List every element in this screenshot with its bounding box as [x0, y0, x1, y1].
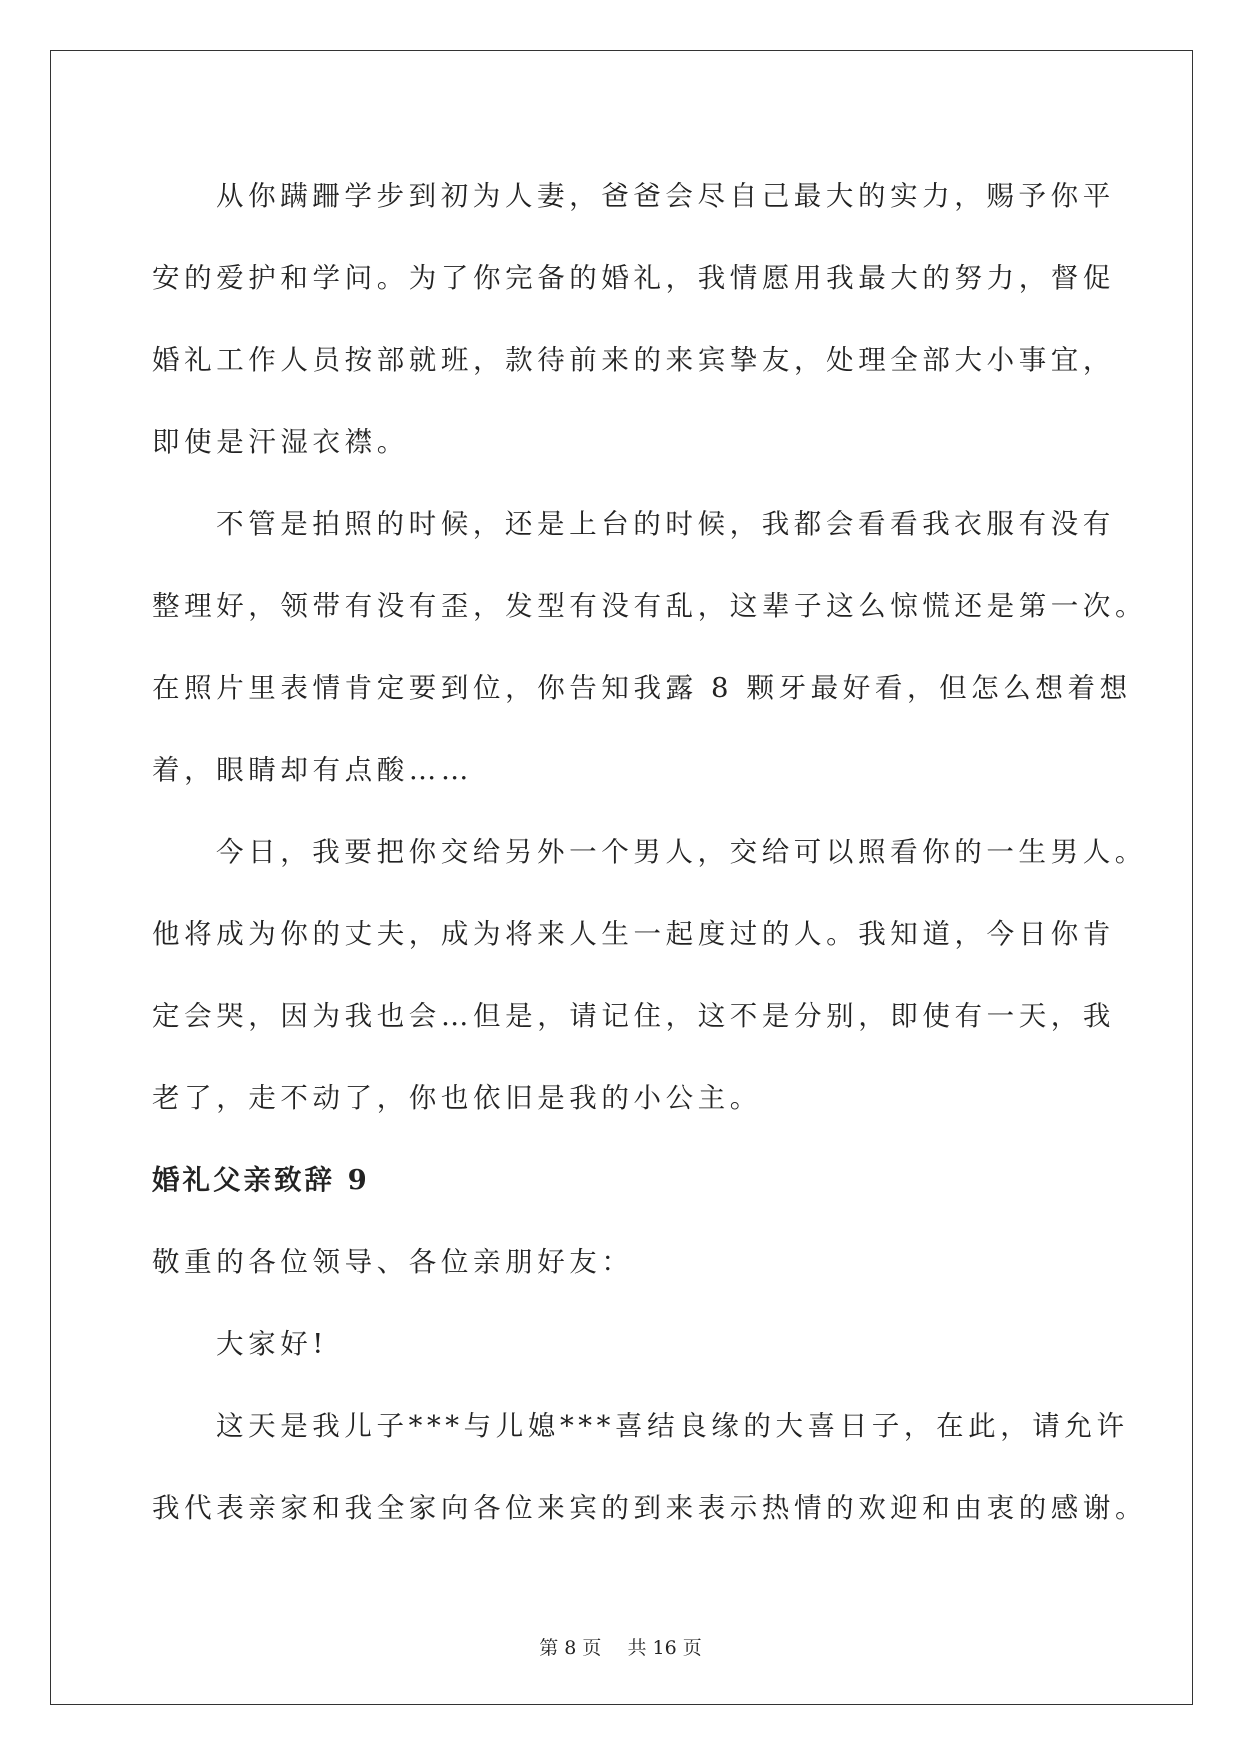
section-title: 婚礼父亲致辞 9	[152, 1164, 370, 1196]
text-line: 定会哭，因为我也会…但是，请记住，这不是分别，即使有一天，我	[152, 1000, 1115, 1032]
text-line: 在照片里表情肯定要到位，你告知我露 8 颗牙最好看，但怎么想着想	[152, 672, 1132, 704]
text-line: 他将成为你的丈夫，成为将来人生一起度过的人。我知道，今日你肯	[152, 918, 1115, 950]
text-line: 安的爱护和学问。为了你完备的婚礼，我情愿用我最大的努力，督促	[152, 262, 1115, 294]
greeting	[152, 1303, 1097, 1385]
text-line: 着，眼睛却有点酸……	[152, 754, 473, 786]
text-line: 老了，走不动了，你也依旧是我的小公主。	[152, 1082, 762, 1114]
text-line: 敬重的各位领导、各位亲朋好友：	[152, 1246, 634, 1278]
text-line: 从你蹒跚学步到初为人妻，爸爸会尽自己最大的实力，赐予你平	[216, 180, 1115, 212]
text-line: 婚礼工作人员按部就班，款待前来的来宾挚友，处理全部大小事宜，	[152, 344, 1115, 376]
text-line: 即使是汗湿衣襟。	[152, 426, 409, 458]
text-line: 整理好，领带有没有歪，发型有没有乱，这辈子这么惊慌还是第一次。	[152, 590, 1148, 622]
text-line: 我代表亲家和我全家向各位来宾的到来表示热情的欢迎和由衷的感谢。	[152, 1492, 1148, 1524]
page-total: 共 16 页	[627, 1637, 702, 1659]
page-footer	[0, 1633, 1241, 1660]
paragraph-last	[152, 1385, 1148, 1549]
text-line: 这天是我儿子***与儿媳***喜结良缘的大喜日子，在此，请允许	[216, 1410, 1129, 1442]
document-body	[152, 155, 1148, 1549]
salutation	[152, 1221, 1097, 1303]
text-line: 不管是拍照的时候，还是上台的时候，我都会看看我衣服有没有	[216, 508, 1115, 540]
text-line: 今日，我要把你交给另外一个男人，交给可以照看你的一生男人。	[216, 836, 1147, 868]
paragraph-3	[152, 811, 1147, 1139]
page-number: 第 8 页	[539, 1637, 602, 1659]
paragraph-2	[152, 483, 1148, 811]
text-line: 大家好!	[216, 1328, 328, 1360]
paragraph-1	[152, 155, 1115, 483]
